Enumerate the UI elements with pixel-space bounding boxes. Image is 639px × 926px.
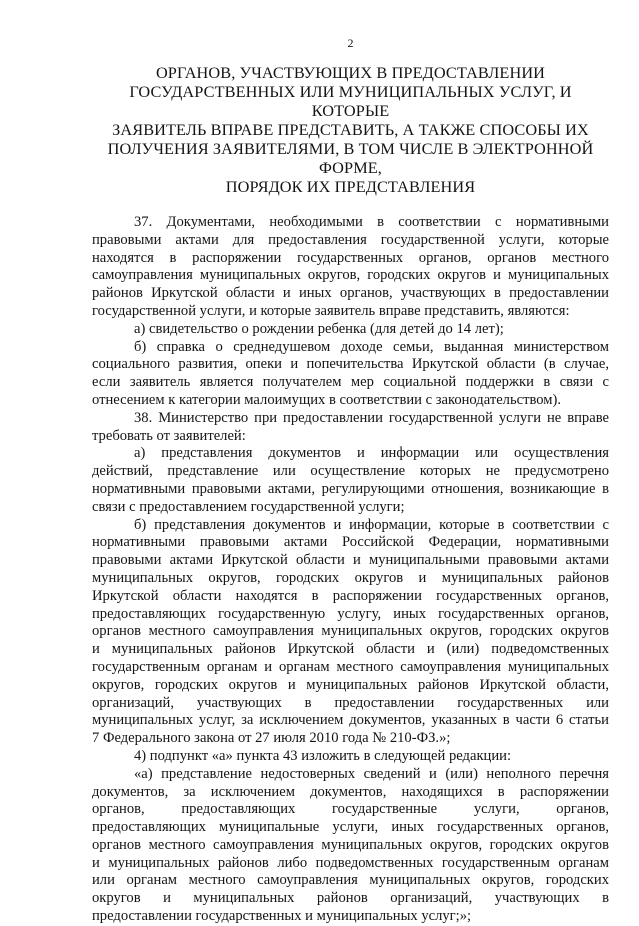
- text-line: предоставляющих государственную услугу, иных государственных органов,: [92, 605, 609, 622]
- text-line: б) представления документов и информации, которые в соответствии с: [134, 516, 609, 533]
- heading-line: ПОРЯДОК ИХ ПРЕДСТАВЛЕНИЯ: [225, 177, 476, 196]
- text-line: социального развития, опеки и попечительства Иркутской области (в случае,: [92, 356, 609, 373]
- text-line: самоуправления муниципальных округов, городских округов и муниципальных: [92, 267, 609, 284]
- text-line: органов местного самоуправления муниципальных округов, городских округов: [92, 836, 609, 853]
- heading-line: ГОСУДАРСТВЕННЫХ ИЛИ МУНИЦИПАЛЬНЫХ УСЛУГ, И КОТОРЫЕ: [129, 82, 572, 120]
- text-line: «а) представление недостоверных сведений и (или) неполного перечня: [134, 765, 609, 782]
- text-line: предоставлении государственных и муниципальных услуг;»;: [92, 908, 472, 925]
- paragraph: [92, 214, 609, 321]
- text-line: государственной услуги, и которые заявитель вправе представить, являются:: [92, 302, 570, 319]
- text-line: Иркутской области находятся в распоряжении государственных органов,: [92, 587, 609, 604]
- text-line: если заявитель является получателем мер социальной поддержки в связи с: [92, 374, 609, 391]
- paragraph: [92, 321, 609, 339]
- text-line: округов, городских округов и муниципальных районов Иркутской области,: [92, 676, 609, 693]
- paragraph: [92, 517, 609, 748]
- text-line: районов Иркутской области и иных органов, участвующих в предоставлении: [92, 285, 609, 302]
- heading-line: ПОЛУЧЕНИЯ ЗАЯВИТЕЛЯМИ, В ТОМ ЧИСЛЕ В ЭЛЕКТРОННОЙ ФОРМЕ,: [107, 139, 594, 177]
- text-line: а) свидетельство о рождении ребенка (для детей до 14 лет);: [134, 320, 504, 337]
- text-line: а) представления документов и информации или осуществления: [134, 445, 609, 462]
- heading-line: ОРГАНОВ, УЧАСТВУЮЩИХ В ПРЕДОСТАВЛЕНИИ: [155, 63, 546, 82]
- text-line: связи с предоставлением государственной услуги;: [92, 498, 405, 515]
- section-heading: [92, 63, 609, 196]
- text-line: муниципальных округов, городских округов и муниципальных районов: [92, 569, 609, 586]
- text-line: органов, предоставляющих государственные услуги, органов,: [92, 801, 609, 818]
- text-line: отнесением к категории малоимущих в соответствии с законодательством).: [92, 391, 562, 408]
- page-number: 2: [347, 36, 354, 50]
- text-line: нормативными правовыми актами, регулирующими отношения, возникающие в: [92, 480, 609, 497]
- text-line: муниципальных услуг, за исключением документов, указанных в части 6 статьи: [92, 712, 609, 729]
- paragraph: [92, 766, 609, 926]
- text-line: организаций, участвующих в предоставлении государственных или: [92, 694, 609, 711]
- text-line: 37. Документами, необходимыми в соответствии с нормативными: [134, 214, 609, 230]
- text-line: правовыми актами для предоставления государственной услуги, которые: [92, 231, 609, 248]
- heading-line: ЗАЯВИТЕЛЬ ВПРАВЕ ПРЕДСТАВИТЬ, А ТАКЖЕ СПОСОБЫ ИХ: [112, 120, 589, 139]
- text-line: и муниципальных районов Иркутской области и (или) подведомственных: [92, 641, 609, 658]
- text-line: документов, за исключением документов, находящихся в распоряжении: [92, 783, 609, 800]
- text-line: 7 Федерального закона от 27 июля 2010 года № 210-ФЗ.»;: [92, 730, 451, 747]
- text-line: или органам местного самоуправления муниципальных округов, городских: [92, 872, 609, 889]
- text-line: находятся в распоряжении государственных органов, органов местного: [92, 249, 609, 266]
- paragraph: [92, 445, 609, 516]
- text-line: требовать от заявителей:: [92, 427, 246, 444]
- text-line: предоставляющих муниципальные услуги, иных государственных органов,: [92, 819, 609, 836]
- text-line: б) справка о среднедушевом доходе семьи, выданная министерством: [134, 338, 609, 355]
- document-body: [92, 214, 609, 926]
- text-line: округов и муниципальных районов организаций, участвующих в: [92, 890, 609, 907]
- paragraph: [92, 748, 609, 766]
- text-line: правовыми актами Иркутской области и муниципальными правовыми актами: [92, 552, 609, 569]
- text-line: действий, представление или осуществление которых не предусмотрено: [92, 463, 609, 480]
- text-line: 4) подпункт «а» пункта 43 изложить в следующей редакции:: [134, 747, 512, 764]
- text-line: и муниципальных районов либо подведомственных государственным органам: [92, 854, 609, 871]
- text-line: 38. Министерство при предоставлении государственной услуги не вправе: [134, 409, 609, 426]
- paragraph: [92, 410, 609, 446]
- paragraph: [92, 339, 609, 410]
- text-line: органов местного самоуправления муниципальных округов, городских округов: [92, 623, 609, 640]
- text-line: нормативными правовыми актами Российской Федерации, нормативными: [92, 534, 609, 551]
- text-line: государственным органам и органам местного самоуправления муниципальных: [92, 658, 609, 675]
